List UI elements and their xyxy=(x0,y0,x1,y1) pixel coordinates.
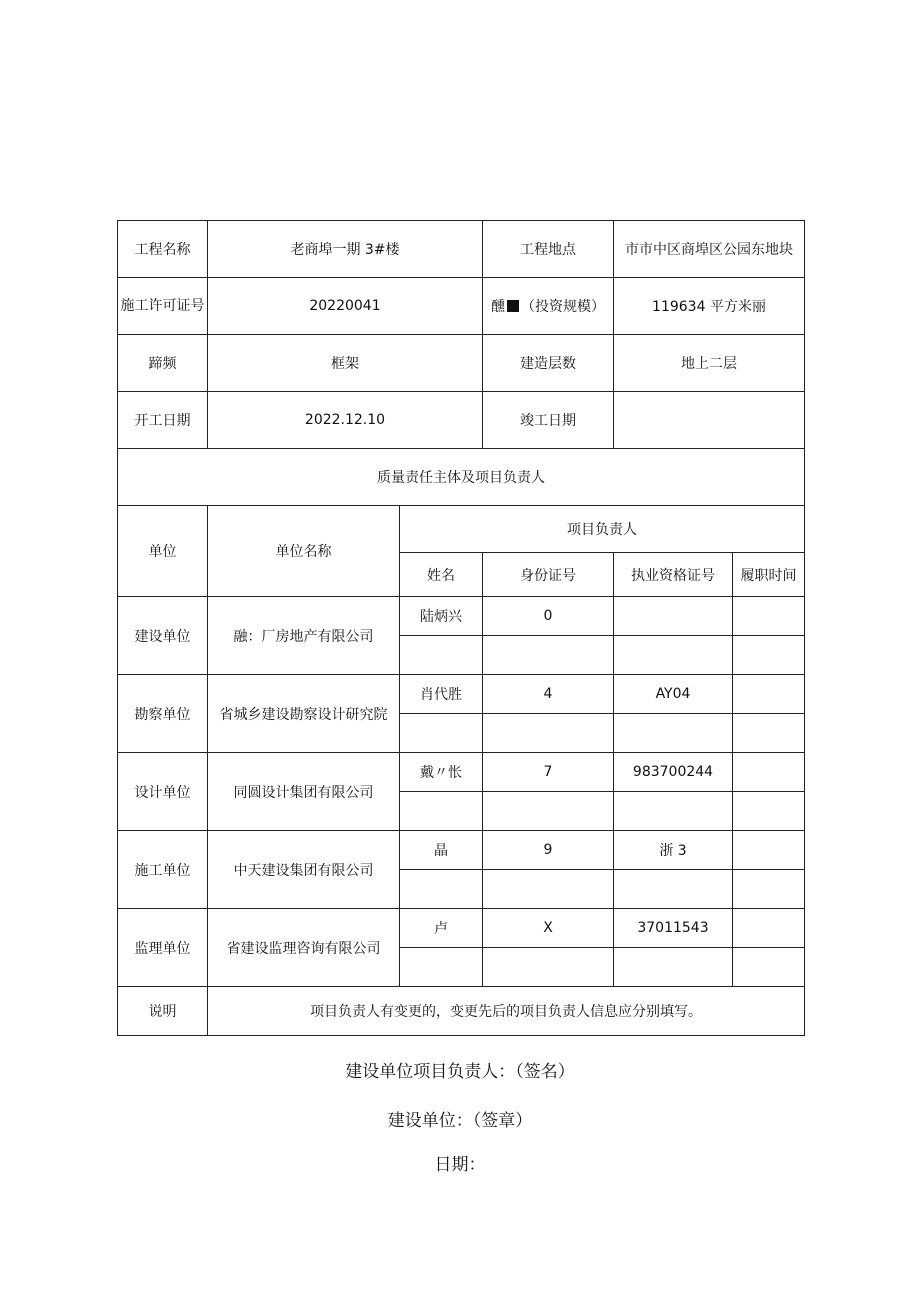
floors-label: 建造层数 xyxy=(483,335,614,392)
permit-label: 施工许可证号 xyxy=(118,278,208,335)
row-cert-no: 983700244 xyxy=(614,753,733,792)
redaction-mark xyxy=(507,300,519,312)
row-id-no: 0 xyxy=(483,597,614,636)
empty-cell xyxy=(483,948,614,987)
structure-value: 框架 xyxy=(208,335,483,392)
project-info-table xyxy=(117,220,805,1036)
row-period xyxy=(733,909,805,948)
row-unit-name: 融：厂房地产有限公司 xyxy=(208,597,400,675)
section-title: 质量责任主体及项目负责人 xyxy=(118,449,805,506)
sign-line: 建设单位项目负责人：（签名） xyxy=(345,1062,575,1082)
seal-line: 建设单位：（签章） xyxy=(387,1111,533,1131)
empty-cell xyxy=(483,792,614,831)
empty-cell xyxy=(400,792,483,831)
row-period xyxy=(733,675,805,714)
row-cert-no xyxy=(614,597,733,636)
row-period xyxy=(733,831,805,870)
row-cert-no: AY04 xyxy=(614,675,733,714)
empty-cell xyxy=(614,636,733,675)
empty-cell xyxy=(614,714,733,753)
empty-cell xyxy=(614,870,733,909)
row-name: 卢 xyxy=(400,909,483,948)
row-unit-name: 省建设监理咨询有限公司 xyxy=(208,909,400,987)
row-unit: 建设单位 xyxy=(118,597,208,675)
finish-date-label: 竣工日期 xyxy=(483,392,614,449)
row-unit-name: 同圆设计集团有限公司 xyxy=(208,753,400,831)
floors-value: 地上二层 xyxy=(614,335,805,392)
scale-value: 119634 平方米丽 xyxy=(614,278,805,335)
row-period xyxy=(733,597,805,636)
empty-cell xyxy=(400,948,483,987)
date-line: 日期： xyxy=(434,1155,486,1175)
start-date-value: 2022.12.10 xyxy=(208,392,483,449)
row-id-no: 4 xyxy=(483,675,614,714)
empty-cell xyxy=(733,714,805,753)
header-id-no: 身份证号 xyxy=(483,553,614,597)
row-unit: 勘察单位 xyxy=(118,675,208,753)
start-date-label: 开工日期 xyxy=(118,392,208,449)
row-name: 晶 xyxy=(400,831,483,870)
permit-value: 20220041 xyxy=(208,278,483,335)
empty-cell xyxy=(483,636,614,675)
row-cert-no: 37011543 xyxy=(614,909,733,948)
empty-cell xyxy=(483,870,614,909)
row-id-no: X xyxy=(483,909,614,948)
header-unit-name: 单位名称 xyxy=(208,506,400,597)
row-unit: 施工单位 xyxy=(118,831,208,909)
empty-cell xyxy=(400,714,483,753)
row-unit-name: 省城乡建设勘察设计研究院 xyxy=(208,675,400,753)
empty-cell xyxy=(733,948,805,987)
note-label: 说明 xyxy=(118,987,208,1036)
scale-label-text: （投资规模） xyxy=(521,299,605,315)
project-name-label: 工程名称 xyxy=(118,221,208,278)
header-manager: 项目负责人 xyxy=(400,506,805,553)
row-period xyxy=(733,753,805,792)
row-unit: 设计单位 xyxy=(118,753,208,831)
header-period: 履职时间 xyxy=(733,553,805,597)
header-unit: 单位 xyxy=(118,506,208,597)
empty-cell xyxy=(400,636,483,675)
location-label: 工程地点 xyxy=(483,221,614,278)
empty-cell xyxy=(400,870,483,909)
empty-cell xyxy=(614,948,733,987)
structure-label: 蹄频 xyxy=(118,335,208,392)
row-unit: 监理单位 xyxy=(118,909,208,987)
row-name: 陆炳兴 xyxy=(400,597,483,636)
row-name: 戴〃怅 xyxy=(400,753,483,792)
header-cert-no: 执业资格证号 xyxy=(614,553,733,597)
empty-cell xyxy=(483,714,614,753)
empty-cell xyxy=(733,870,805,909)
row-unit-name: 中天建设集团有限公司 xyxy=(208,831,400,909)
scale-label-prefix: 醺 xyxy=(491,299,505,315)
row-name: 肖代胜 xyxy=(400,675,483,714)
project-name-value: 老商埠一期 3#楼 xyxy=(208,221,483,278)
empty-cell xyxy=(733,636,805,675)
empty-cell xyxy=(614,792,733,831)
scale-label xyxy=(483,278,614,335)
row-id-no: 7 xyxy=(483,753,614,792)
empty-cell xyxy=(733,792,805,831)
header-name: 姓名 xyxy=(400,553,483,597)
finish-date-value xyxy=(614,392,805,449)
note-text: 项目负责人有变更的，变更先后的项目负责人信息应分别填写。 xyxy=(208,987,805,1036)
row-cert-no: 浙 3 xyxy=(614,831,733,870)
location-value: 市市中区商埠区公园东地块 xyxy=(614,221,805,278)
row-id-no: 9 xyxy=(483,831,614,870)
